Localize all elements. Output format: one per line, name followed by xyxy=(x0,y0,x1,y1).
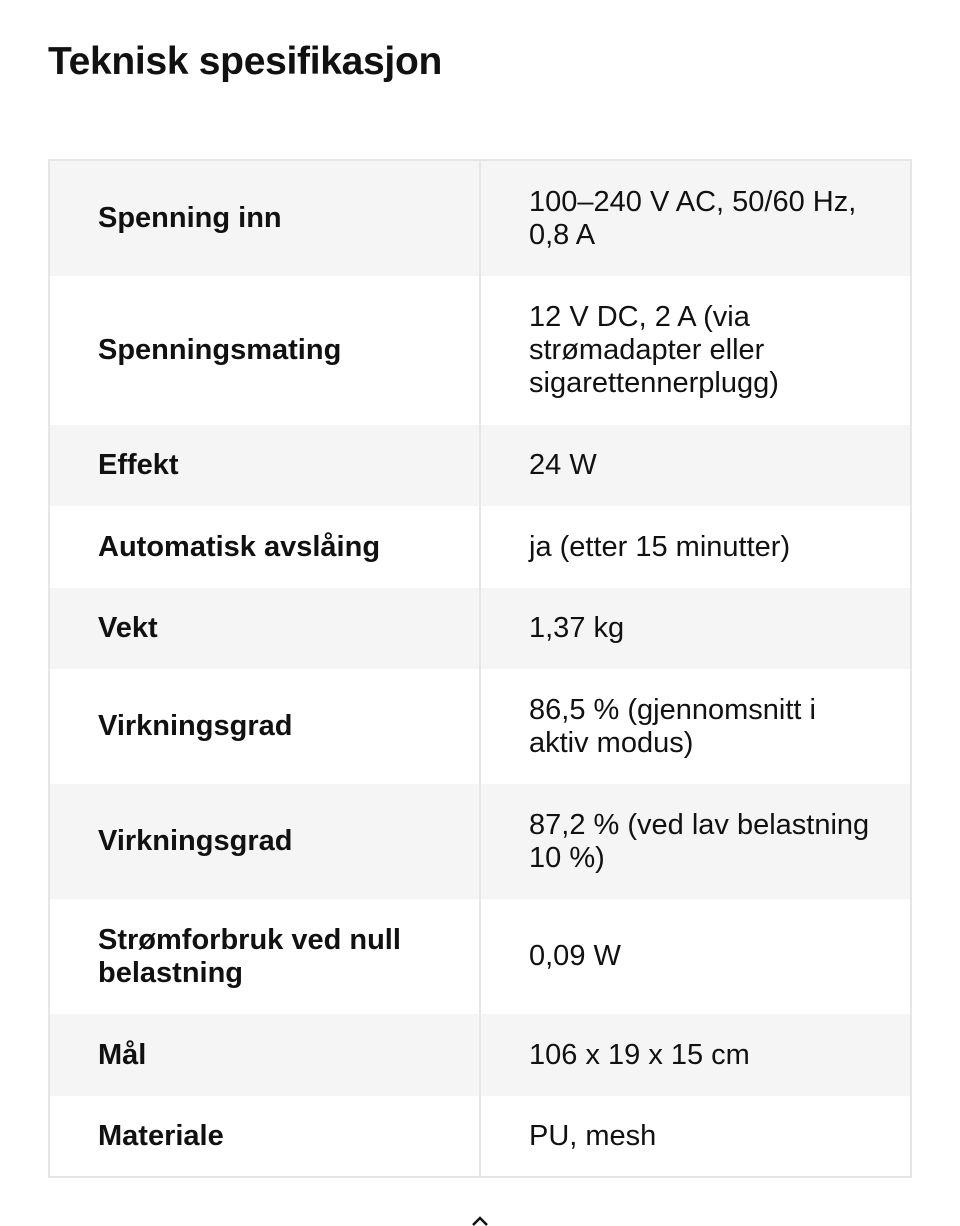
spec-value: 12 V DC, 2 A (via strømadapter eller sigarettennerplugg) xyxy=(480,276,911,425)
spec-row xyxy=(49,899,911,1014)
spec-row xyxy=(49,588,911,669)
spec-label: Vekt xyxy=(49,588,480,669)
spec-value: ja (etter 15 minutter) xyxy=(480,506,911,588)
spec-value: 86,5 % (gjennomsnitt i aktiv modus) xyxy=(480,669,911,784)
spec-value: 24 W xyxy=(480,425,911,506)
page-title: Teknisk spesifikasjon xyxy=(48,40,442,83)
spec-row xyxy=(49,160,911,276)
spec-value: 100–240 V AC, 50/60 Hz, 0,8 A xyxy=(480,160,911,276)
spec-row xyxy=(49,1096,911,1177)
spec-value: 87,2 % (ved lav belastning 10 %) xyxy=(480,784,911,899)
spec-label: Virkningsgrad xyxy=(49,669,480,784)
spec-value: 106 x 19 x 15 cm xyxy=(480,1014,911,1096)
spec-value: 0,09 W xyxy=(480,899,911,1014)
spec-table xyxy=(48,159,912,1178)
spec-row xyxy=(49,1014,911,1096)
spec-row xyxy=(49,669,911,784)
chevron-up-icon[interactable] xyxy=(470,1216,490,1226)
spec-label: Automatisk avslåing xyxy=(49,506,480,588)
spec-label: Mål xyxy=(49,1014,480,1096)
spec-value: PU, mesh xyxy=(480,1096,911,1177)
spec-label: Effekt xyxy=(49,425,480,506)
spec-row xyxy=(49,506,911,588)
spec-label: Strømforbruk ved null belastning xyxy=(49,899,480,1014)
spec-row xyxy=(49,276,911,425)
spec-label: Spenningsmating xyxy=(49,276,480,425)
spec-row xyxy=(49,784,911,899)
spec-label: Virkningsgrad xyxy=(49,784,480,899)
spec-value: 1,37 kg xyxy=(480,588,911,669)
spec-label: Materiale xyxy=(49,1096,480,1177)
spec-label: Spenning inn xyxy=(49,160,480,276)
spec-row xyxy=(49,425,911,506)
